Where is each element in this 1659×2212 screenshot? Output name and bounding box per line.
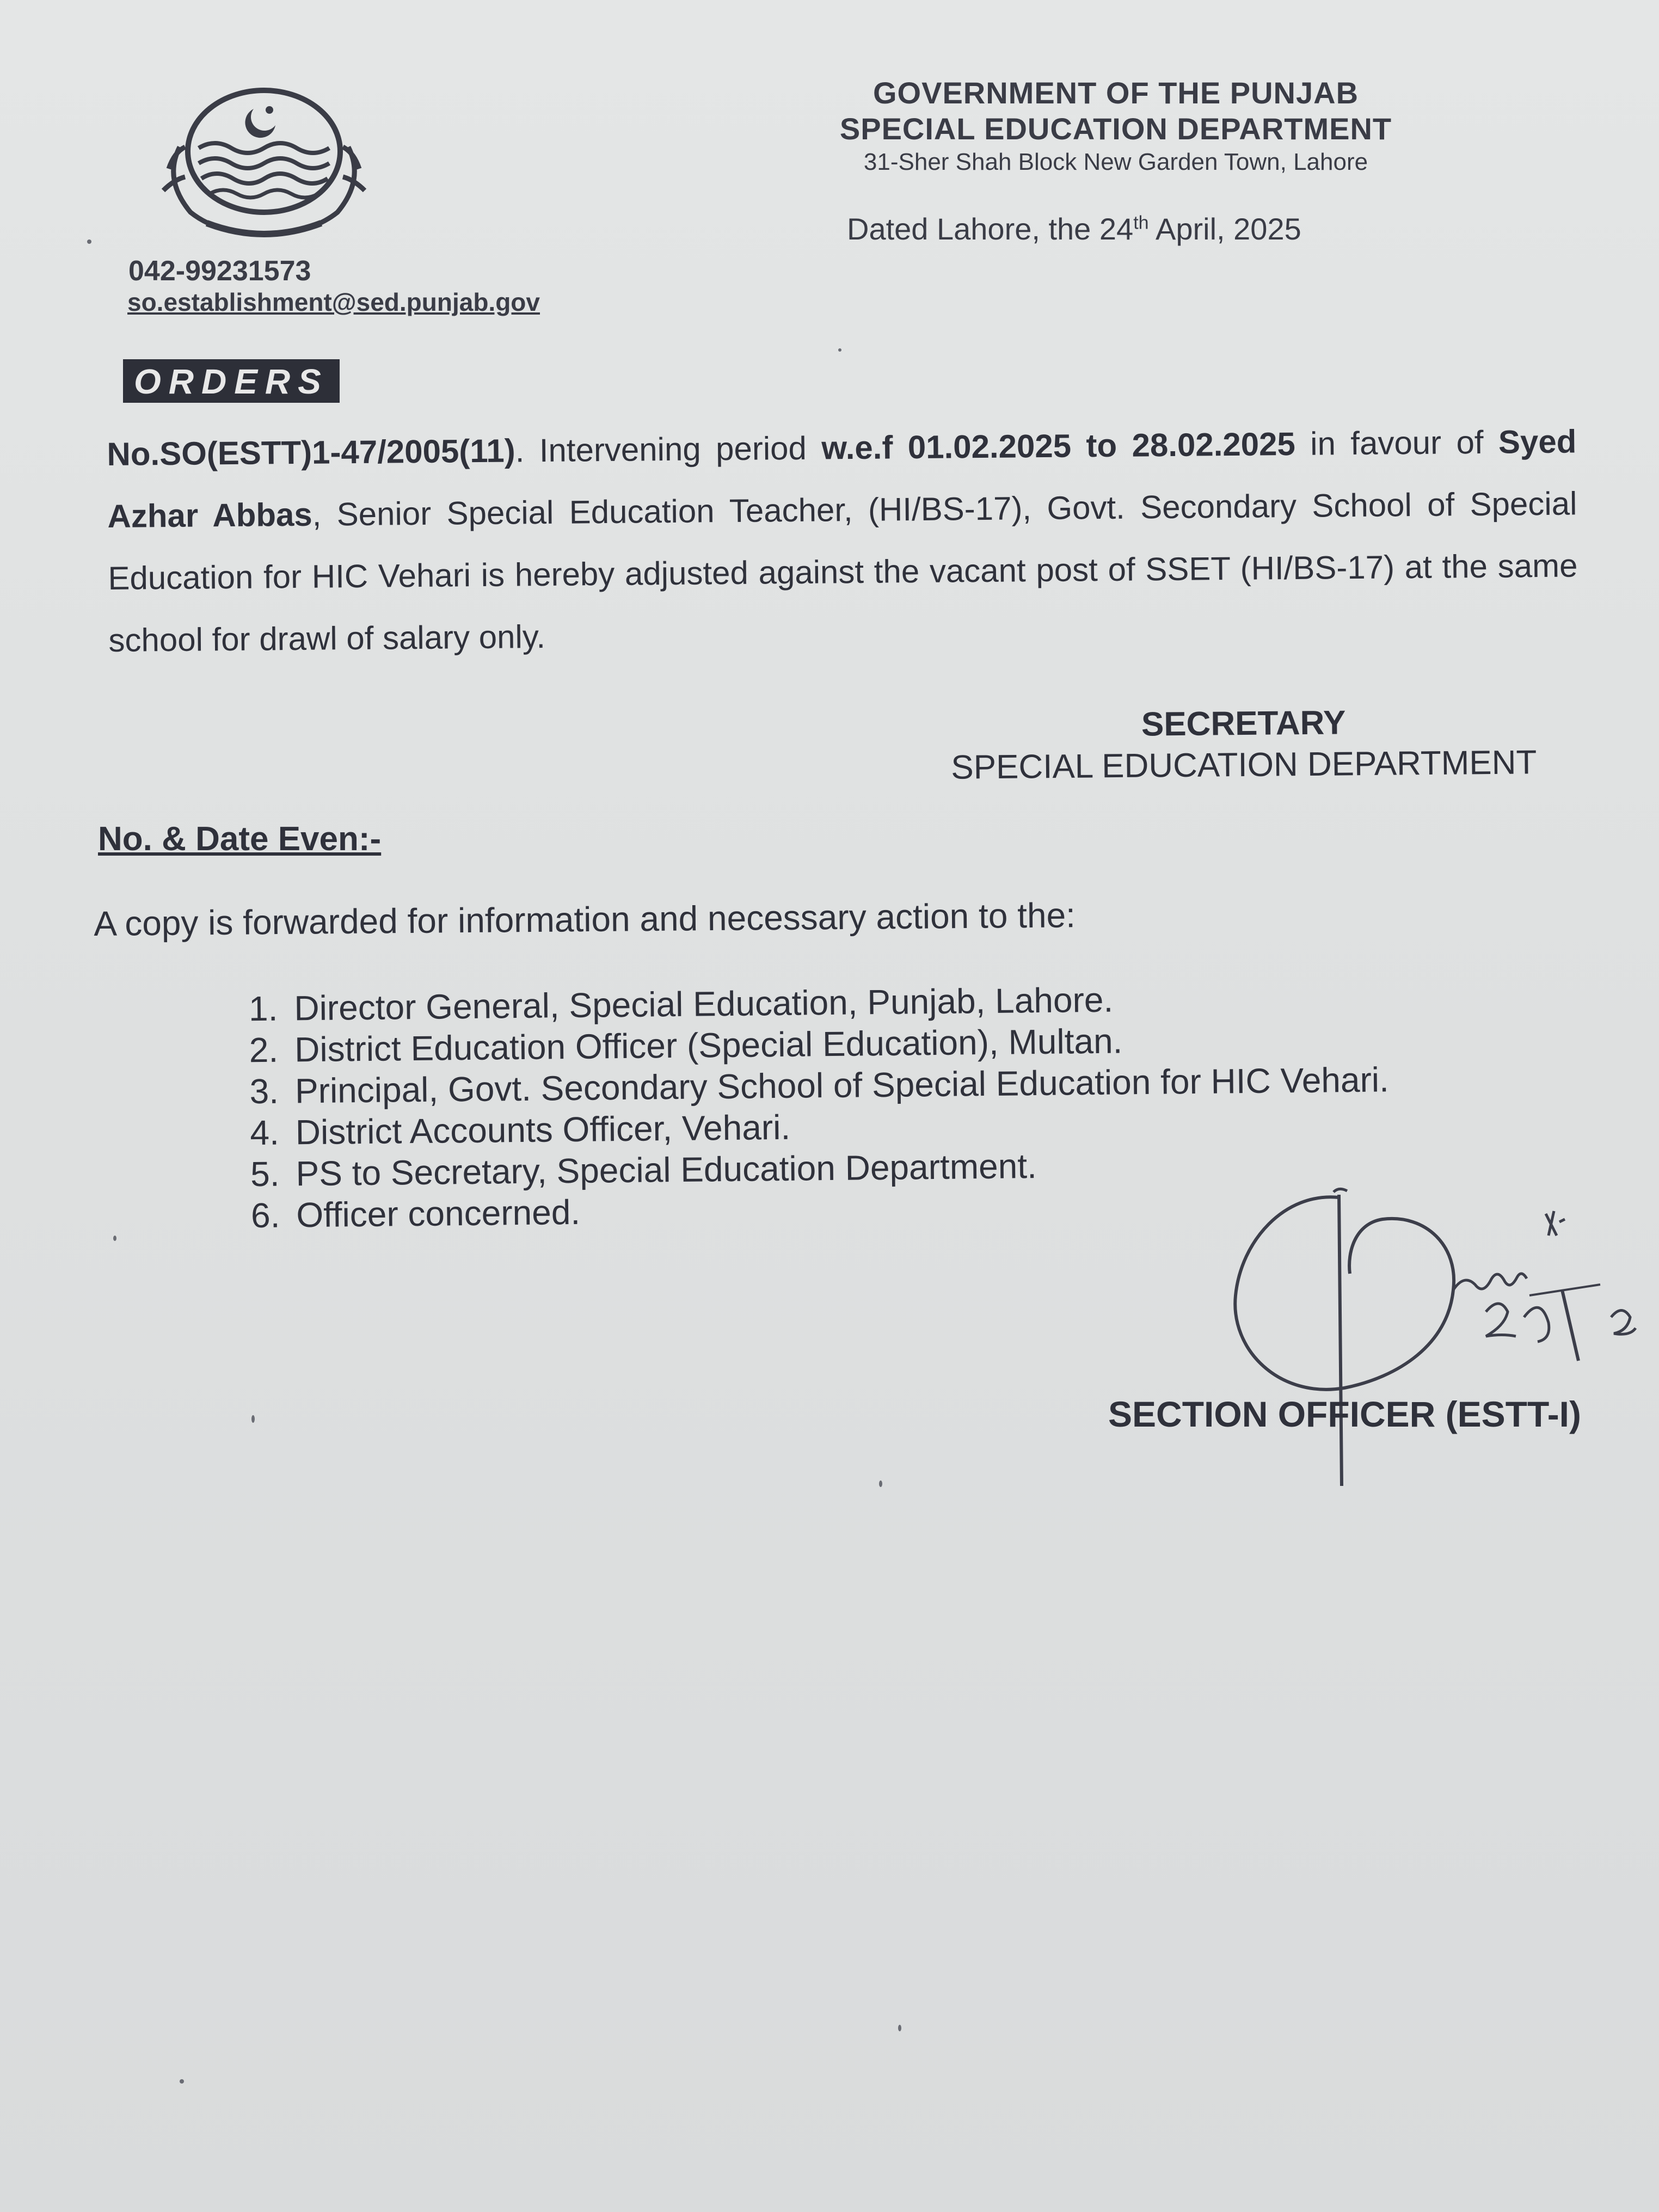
print-speck [879, 1480, 882, 1487]
print-speck [251, 1415, 255, 1423]
distribution-list [207, 976, 1391, 1237]
punjab-emblem-icon [147, 87, 381, 250]
print-speck [180, 2079, 184, 2084]
list-text: Director General, Special Education, Punjab, Lahore. [294, 980, 1114, 1028]
print-speck [838, 348, 841, 352]
list-number: 6. [250, 1195, 280, 1236]
list-number: 4. [250, 1113, 280, 1153]
print-speck [898, 2025, 901, 2031]
employee-name: Syed Azhar Abbas [107, 423, 1577, 534]
date-rest: April, 2025 [1148, 212, 1301, 246]
orders-heading: ORDERS [123, 359, 340, 403]
order-text-3: , Senior Special Education Teacher, (HI/BS-17), Govt. Secondary School of Special Education for HIC Vehari is hereby adjusted against the vacant post of SSET (HI/BS-17) at the same school for drawl of salary only. [108, 485, 1578, 659]
section-officer-title: SECTION OFFICER (ESTT-I) [1108, 1394, 1581, 1434]
copy-forwarded-line: A copy is forwarded for information and necessary action to the: [94, 895, 1076, 943]
print-speck [87, 239, 91, 244]
email-address: so.establishment@sed.punjab.gov [127, 288, 540, 316]
department-title: SPECIAL EDUCATION DEPARTMENT [839, 112, 1392, 146]
list-number: 2. [249, 1030, 279, 1070]
order-text-1: . Intervening period [515, 429, 822, 469]
list-text: Principal, Govt. Secondary School of Special Education for HIC Vehari. [294, 1060, 1390, 1111]
list-number: 5. [250, 1154, 280, 1194]
handwritten-signature [1219, 1181, 1655, 1508]
no-date-even: No. & Date Even:- [98, 820, 382, 858]
list-text: PS to Secretary, Special Education Department. [296, 1146, 1037, 1194]
phone-number: 042-99231573 [128, 255, 311, 287]
department-address: 31-Sher Shah Block New Garden Town, Lahore [863, 149, 1368, 175]
secretary-department: SPECIAL EDUCATION DEPARTMENT [951, 744, 1537, 787]
letterhead [740, 75, 1491, 177]
secretary-title: SECRETARY [1141, 704, 1346, 744]
date-prefix: Dated Lahore, the 24 [847, 212, 1134, 246]
list-number: 3. [249, 1071, 279, 1111]
list-text: District Accounts Officer, Vehari. [295, 1107, 791, 1152]
order-number: No.SO(ESTT)1-47/2005(11) [107, 432, 516, 472]
date-ordinal: th [1133, 212, 1149, 234]
list-text: Officer concerned. [296, 1192, 581, 1235]
order-paragraph [107, 410, 1578, 672]
list-text: District Education Officer (Special Education), Multan. [294, 1021, 1123, 1070]
secretary-signature-block [892, 700, 1595, 789]
letter-date [847, 211, 1301, 247]
list-number: 1. [248, 988, 278, 1029]
order-text-2: in favour of [1295, 423, 1499, 462]
print-speck [113, 1236, 116, 1241]
government-title: GOVERNMENT OF THE PUNJAB [872, 76, 1359, 110]
order-period: w.e.f 01.02.2025 to 28.02.2025 [821, 425, 1296, 466]
